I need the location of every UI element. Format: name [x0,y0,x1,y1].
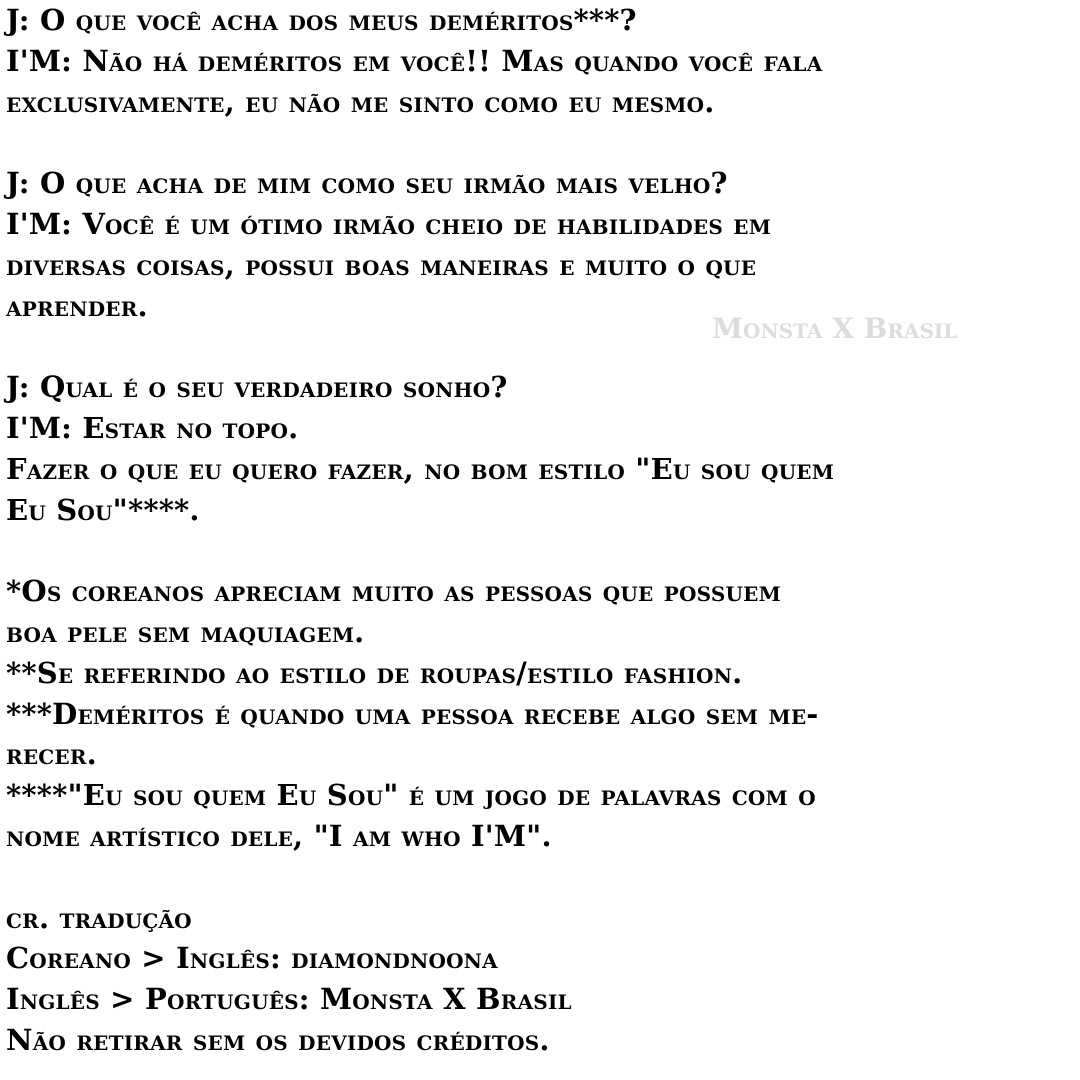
footnote-line: ***Deméritos é quando uma pessoa recebe algo sem me- [6,696,819,731]
text-line: I'M: Não há deméritos em você!! Mas quando você fala [6,43,823,78]
text-line: exclusivamente, eu não me sinto como eu mesmo. [6,84,715,119]
text-line: aprender. [6,288,148,323]
text-line: I'M: Estar no topo. [6,410,299,445]
footnote-line: *Os coreanos apreciam muito as pessoas que possuem [6,574,781,609]
text-line: J: O que acha de mim como seu irmão mais velho? [6,166,728,201]
text-line: Eu Sou"****. [6,492,200,527]
watermark-text: Monsta X Brasil [712,312,958,345]
text-line: diversas coisas, possui boas maneiras e muito o que [6,247,757,282]
text-line: I'M: Você é um ótimo irmão cheio de habilidades em [6,206,772,241]
blank-line [6,530,1074,571]
credits-line: Não retirar sem os devidos créditos. [6,1022,550,1057]
credits-line: Inglês > Português: Monsta X Brasil [6,982,572,1017]
footnote-line: ****"Eu sou quem Eu Sou" é um jogo de palavras com o [6,778,816,813]
blank-line [6,122,1074,163]
footnote-line: boa pele sem maquiagem. [6,614,365,649]
footnote-line: recer. [6,737,97,772]
text-line: J: O que você acha dos meus deméritos***? [6,3,637,37]
document-text [6,0,1074,1061]
blank-line [6,857,1074,898]
credits-line: cr. tradução [6,900,192,935]
credits-line: Coreano > Inglês: diamondnoona [6,941,498,976]
footnote-line: nome artístico dele, "I am who I'M". [6,818,552,853]
text-line: Fazer o que eu quero fazer, no bom estilo "Eu sou quem [6,451,835,486]
text-line: J: Qual é o seu verdadeiro sonho? [6,370,508,405]
footnote-line: **Se referindo ao estilo de roupas/estilo fashion. [6,655,743,690]
